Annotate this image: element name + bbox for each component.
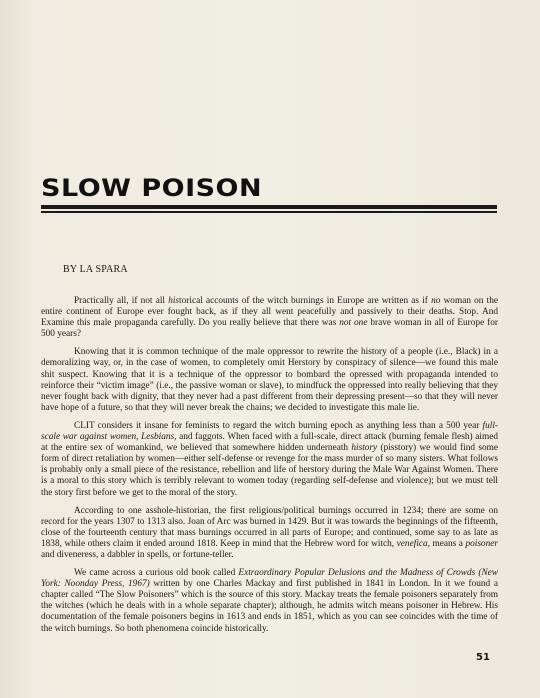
italic-run: poisoner bbox=[465, 538, 498, 549]
italic-run: venefica bbox=[396, 538, 428, 549]
text-run: According to one asshole-historian, the first religious/political burnings occurred in 1234; there are some on record for the years 1307 to 1313 also. Joan of Arc was burned in 1429. But it was towards the beginnings of the fifteenth, close of the fourteenth century that mass burnings occurred in all parts of Europe; and continued, some say to as late as 1838, while others claim it ended around 1818. Keep in mind that the Hebrew word for witch, bbox=[41, 505, 498, 549]
article-byline: BY LA SPARA bbox=[63, 264, 128, 275]
body-paragraph bbox=[41, 296, 498, 340]
text-run: and diveneress, a dabbler in spells, or fortune-teller. bbox=[41, 549, 234, 560]
body-paragraph bbox=[41, 568, 498, 635]
text-run: written by one Charles Mackay and first published in 1841 in London. In it we found a chapter called “The Slow Poisoners” which is the source of this story. Mackay treats the female poisoners separately from the witches (which he deals with in a whole separate chapter); although, he admits witch means poisoner in Hebrew. His documentation of the female poisoners begins in 1613 and ends in 1851, which as you can see coincides with the time of the witch burnings. So both phenomena coincide historically. bbox=[41, 579, 498, 634]
italic-run: not one bbox=[339, 318, 368, 329]
italic-run: history bbox=[351, 443, 378, 454]
text-run: We came across a curious old book called bbox=[74, 568, 239, 579]
text-run: Knowing that it is common technique of the male oppressor to rewrite the history of a people (i.e., Black) in a demoralizing way, or, in the case of women, to completely omit Herstory by conspiracy of silence—we found this male shit suspect. Knowing that it is a technique of the oppressor to bombard the opressed with propaganda intended to reinforce their “victim image” (i.e., the passive woman or slave), to mindfuck the oppressed into really believing that they never fought back with dignity, that they never had a past different from their depressing present—so that they will never have hope of a future, so that they will never break the chains; we decided to investigate this male lie. bbox=[41, 347, 498, 413]
text-run: Practically all, if not all bbox=[74, 296, 169, 306]
text-run: torical accounts of the witch burnings in Europe are written as if bbox=[179, 296, 432, 306]
italic-run: his bbox=[168, 296, 180, 306]
text-run: (pisstory) we would find some form of direct retaliation by women—either self-defense or revenge for the mass murder of so many sisters. What follows is probably only a small piece of the resistance, rebellion and life of herstory during the Male War Against Women. There is a moral to this story which is terribly relevant to women today (regarding self-defense and violence); but we must tell the story first before we get to the moral of the story. bbox=[41, 443, 498, 498]
article-title: SLOW POISON bbox=[41, 174, 263, 203]
page-number: 51 bbox=[476, 652, 490, 663]
text-run: woman on the entire continent of Europe ever fought back, as if they all went peacefully and passively to their deaths. Stop. And Examine this male propaganda carefully. Do you really believe that there was bbox=[41, 296, 499, 329]
article-body bbox=[41, 296, 498, 642]
italic-run: no bbox=[431, 296, 441, 306]
body-paragraph bbox=[41, 421, 498, 499]
body-paragraph bbox=[41, 506, 498, 561]
text-run: brave woman in all of Europe for 500 years? bbox=[41, 318, 498, 340]
title-rule-thin bbox=[41, 211, 497, 213]
italic-run: full-scale war against women, Lesbians, bbox=[41, 420, 498, 443]
body-paragraph bbox=[41, 347, 498, 414]
text-run: , means a bbox=[427, 538, 466, 549]
text-run: CLIT considers it insane for feminists to regard the witch burning epoch as anything less than a 500 year bbox=[74, 420, 483, 431]
title-rule-thick bbox=[41, 205, 497, 209]
text-run: and faggots. When faced with a full-scale, direct attack (burning female flesh) aimed at the entire sex of womankind, we believed that somewhere hidden underneath bbox=[41, 432, 498, 454]
italic-run: Extraordinary Popular Delusions and the Madness of Crowds (New York: Noonday Press, 1967) bbox=[41, 568, 498, 590]
